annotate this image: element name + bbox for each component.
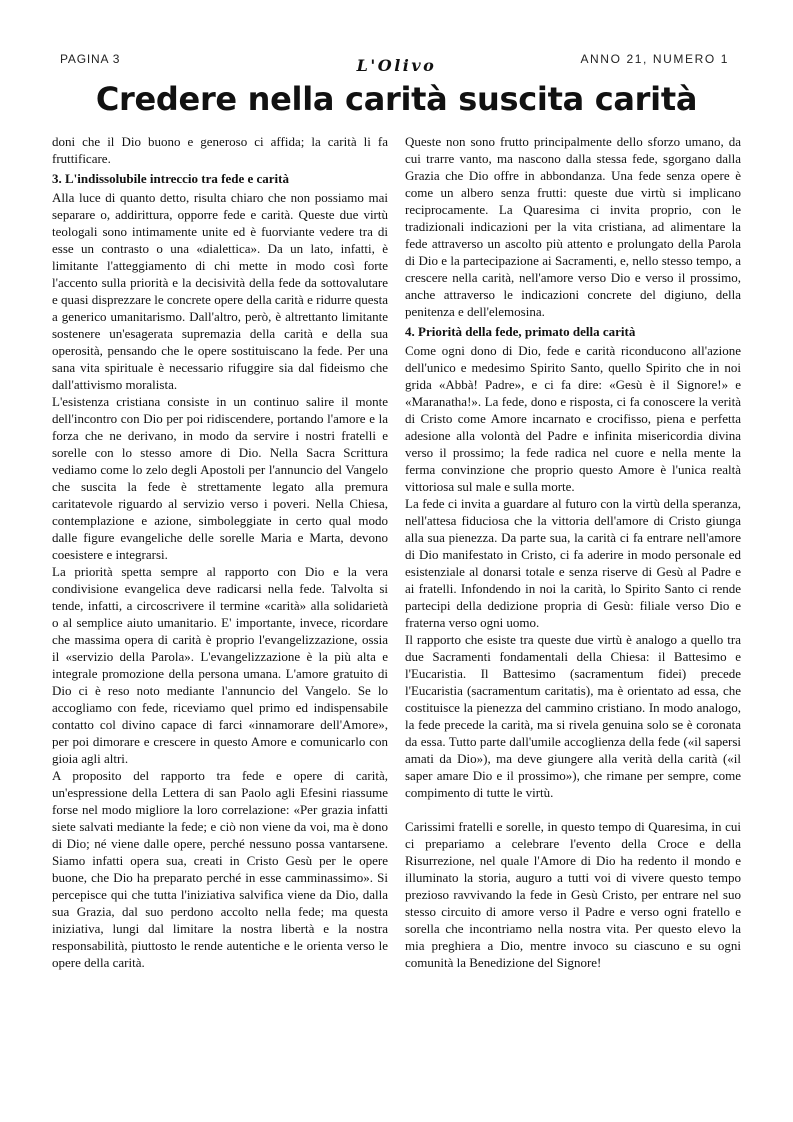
paragraph: Alla luce di quanto detto, risulta chiaro che non possiamo mai separare o, addirittura, opporre fede e carità. Queste due virtù teologali sono intimamente unite ed è fuorviante vedere tra di esse un contrasto o una «dialettica». Da un lato, infatti, è limitante l'atteggiamento di chi mette in modo così forte l'accento sulla priorità e la decisività della fede da sottovalutare e quasi disprezzare le concrete opere della carità e ridurre questa a generico umanitarismo. Dall'altro, però, è altrettanto limitante sostenere un'esagerata supremazia della carità e della sua operosità, pensando che le opere sostituiscano la fede. Per una sana vita spirituale è necessario rifuggire sia dal fideismo che dall'attivismo moralista.: [52, 190, 388, 392]
paragraph: La fede ci invita a guardare al futuro con la virtù della speranza, nell'attesa fiduciosa che la vittoria dell'amore di Cristo giunga alla sua pienezza. Da parte sua, la carità ci fa entrare nell'amore di Dio manifestato in Cristo, ci fa aderire in modo personale ed esistenziale al donarsi totale e senza riserve di Gesù al Padre e ai fratelli. Infondendo in noi la carità, lo Spirito Santo ci rende partecipi della dedizione propria di Gesù: filiale verso Dio e fraterna verso ogni uomo.: [405, 496, 741, 630]
left-column: [52, 133, 388, 971]
paragraph: A proposito del rapporto tra fede e opere di carità, un'espressione della Lettera di san Paolo agli Efesini riassume forse nel modo migliore la loro correlazione: «Per grazia infatti siete salvati mediante la fede; e ciò non viene da voi, ma è dono di Dio; né viene dalle opere, perché nessuno possa vantarsene. Siamo infatti opera sua, creati in Cristo Gesù per le opere buone, che Dio ha preparato perché in esse camminassimo». Si percepisce qui che tutta l'iniziativa salvifica viene da Dio, dalla sua Grazia, dal suo perdono accolto nella fede; ma questa iniziativa, lungi dal limitare la nostra libertà e la nostra responsabilità, piuttosto le rende autentiche e le orienta verso le opere della carità.: [52, 768, 388, 970]
paragraph-continuation: doni che il Dio buono e generoso ci affida; la carità li fa fruttificare.: [52, 134, 388, 166]
paragraph: Queste non sono frutto principalmente dello sforzo umano, da cui trarre vanto, ma nascono dalla stessa fede, sgorgano dalla Grazia che Dio offre in abbondanza. Una fede senza opere è come un albero senza frutti: queste due virtù si implicano reciprocamente. La Quaresima ci invita proprio, con le tradizionali indicazioni per la vita cristiana, ad alimentare la fede attraverso un ascolto più attento e prolungato della Parola di Dio e la partecipazione ai Sacramenti, e, nello stesso tempo, a crescere nella carità, nell'amore verso Dio e verso il prossimo, anche attraverso le indicazioni concrete del digiuno, della penitenza e dell'elemosina.: [405, 134, 741, 319]
issue-label: ANNO 21, NUMERO 1: [580, 52, 729, 66]
paragraph: La priorità spetta sempre al rapporto con Dio e la vera condivisione evangelica deve radicarsi nella fede. Talvolta si tende, infatti, a circoscrivere il termine «carità» alla solidarietà o al semplice aiuto umanitario. E' importante, invece, ricordare che massima opera di carità è proprio l'evangelizzazione, ossia il «servizio della Parola». L'evangelizzazione è la più alta e integrale promozione della persona umana. L'amore gratuito di Dio ci è reso noto mediante l'annuncio del Vangelo. Se lo accogliamo con fede, riceviamo quel primo ed indispensabile contatto col divino capace di farci «innamorare dell'Amore», per poi dimorare e crescere in questo Amore e comunicarlo con gioia agli altri.: [52, 564, 388, 766]
paragraph: Come ogni dono di Dio, fede e carità riconducono all'azione dell'unico e medesimo Spirito Santo, quello Spirito che in noi grida «Abbà! Padre», e ci fa dire: «Gesù è il Signore!» e «Maranatha!». La fede, dono e risposta, ci fa conoscere la verità di Cristo come Amore incarnato e crocifisso, piena e perfetta adesione alla volontà del Padre e infinita misericordia divina verso il prossimo; la fede radica nel cuore e nella mente la ferma convinzione che proprio questo Amore è l'unica realtà vittoriosa sul male e sulla morte.: [405, 343, 741, 494]
page-number-label: PAGINA 3: [60, 52, 121, 66]
section-heading-3: 3. L'indissolubile intreccio tra fede e carità: [52, 171, 289, 186]
section-heading-4: 4. Priorità della fede, primato della carità: [405, 324, 636, 339]
article-title: Credere nella carità suscita carità: [95, 80, 698, 118]
masthead-title: L'Olivo: [356, 56, 437, 75]
right-column: [405, 133, 741, 971]
paragraph: Il rapporto che esiste tra queste due virtù è analogo a quello tra due Sacramenti fondamentali della Chiesa: il Battesimo e l'Eucaristia. Il Battesimo (sacramentum fidei) precede l'Eucaristia (sacramentum caritatis), ma è orientato ad essa, che costituisce la pienezza del cammino cristiano. In modo analogo, la fede precede la carità, ma si rivela genuina solo se è coronata da essa. Tutto parte dall'umile accoglienza della fede («il sapersi amati da Dio»), ma deve giungere alla verità della carità («il saper amare Dio e il prossimo»), che rimane per sempre, come compimento di tutte le virtù.: [405, 632, 741, 800]
paragraph-spacer: [405, 801, 741, 818]
paragraph: L'esistenza cristiana consiste in un continuo salire il monte dell'incontro con Dio per poi ridiscendere, portando l'amore e la forza che ne derivano, in modo da servire i nostri fratelli e sorelle con lo stesso amore di Dio. Nella Sacra Scrittura vediamo come lo zelo degli Apostoli per l'annuncio del Vangelo che suscita la fede è strettamente legato alla premura caritatevole riguardo al servizio verso i poveri. Nella Chiesa, contemplazione e azione, simboleggiate in certo qual modo dalle figure evangeliche delle sorelle Maria e Marta, devono coesistere e integrarsi.: [52, 394, 388, 562]
closing-paragraph: Carissimi fratelli e sorelle, in questo tempo di Quaresima, in cui ci prepariamo a celebrare l'evento della Croce e della Risurrezione, nel quale l'Amore di Dio ha redento il mondo e illuminato la storia, auguro a tutti voi di vivere questo tempo prezioso ravvivando la fede in Gesù Cristo, per entrare nel suo stesso circuito di amore verso il Padre e verso ogni fratello e sorella che incontriamo nella nostra vita. Per questo elevo la mia preghiera a Dio, mentre invoco su ciascuno e su ogni comunità la Benedizione del Signore!: [405, 819, 741, 970]
